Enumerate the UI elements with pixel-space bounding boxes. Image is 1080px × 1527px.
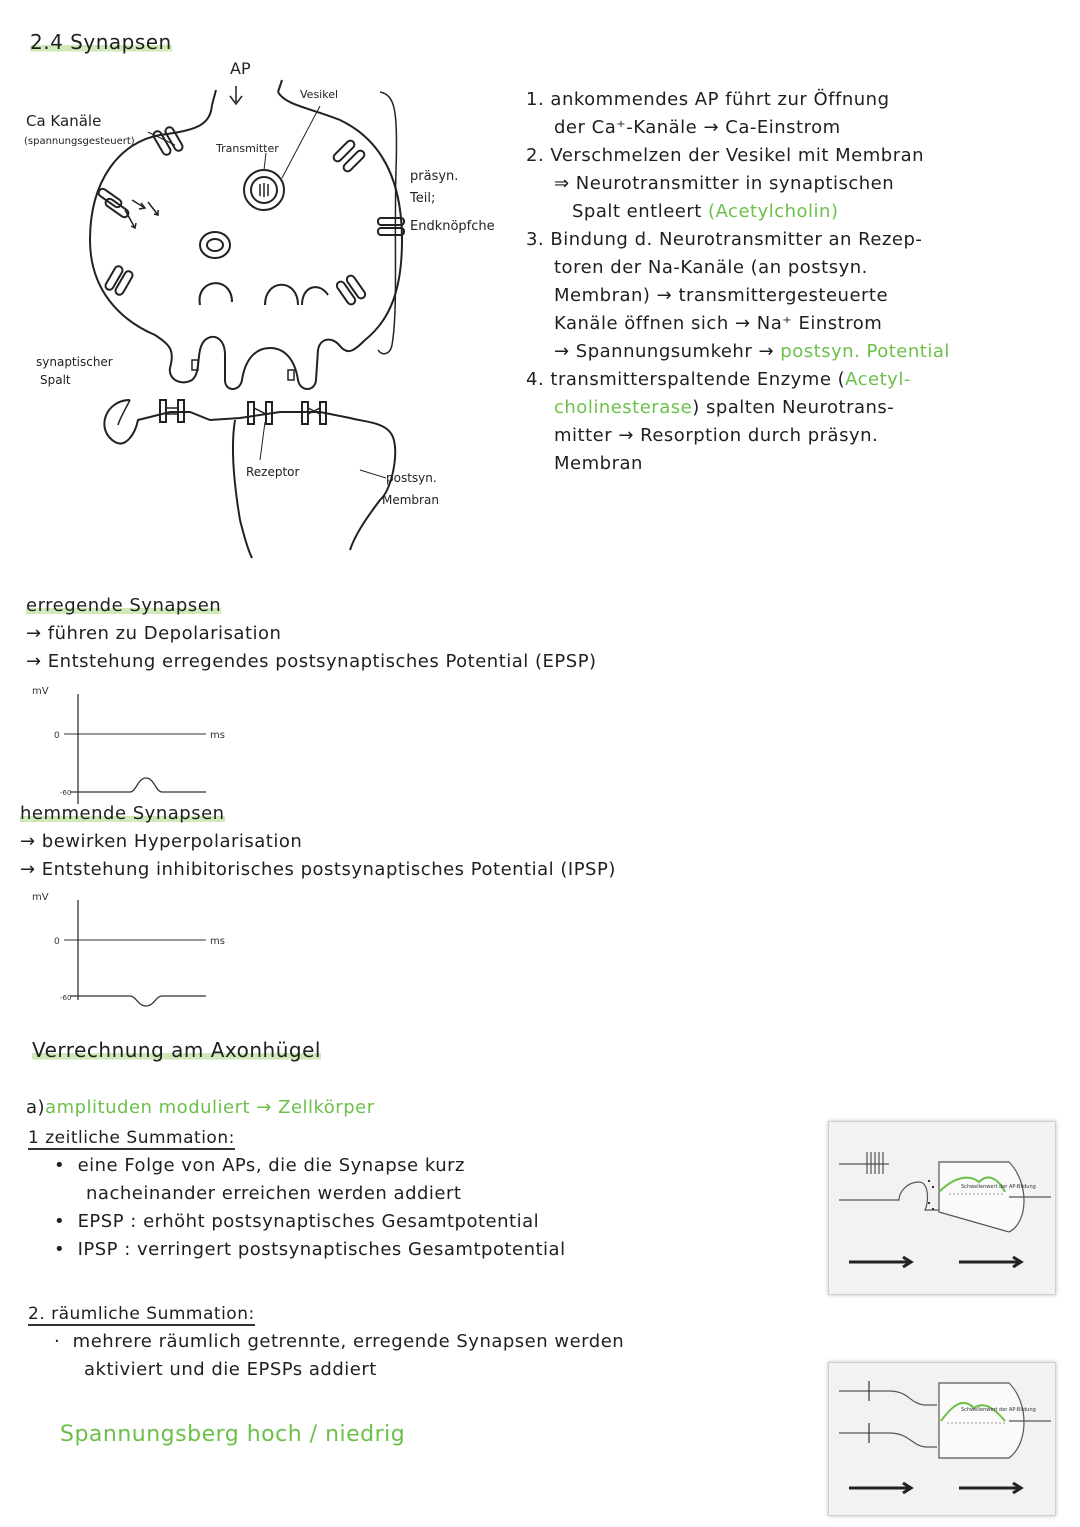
- label-postsyn-1: postsyn.: [386, 471, 437, 485]
- excitatory-section: [26, 592, 1066, 676]
- postsyn-potential-term: postsyn. Potential: [780, 341, 950, 362]
- step-line: Bindung d. Neurotransmitter an Rezep-: [550, 229, 923, 250]
- temporal-summation-heading: 1 zeitliche Summation:: [28, 1128, 235, 1148]
- item-label: a): [26, 1097, 46, 1118]
- bullet-text: mehrere räumlich getrennte, erregende Synapsen werden: [72, 1331, 625, 1352]
- vesicle-with-transmitter: [244, 170, 284, 210]
- ca-channel: [332, 139, 366, 173]
- temporal-summation-figure: [828, 1121, 1056, 1295]
- vesicle: [200, 232, 230, 258]
- label-praesyn-2: Teil;: [410, 191, 436, 206]
- bullet-text: IPSP : verringert postsynaptisches Gesamtpotential: [77, 1239, 566, 1260]
- bullet-text: aktiviert und die EPSPs addiert: [84, 1359, 377, 1380]
- inhibitory-line-1: → bewirken Hyperpolarisation: [20, 831, 303, 852]
- presynaptic-membrane: [90, 92, 402, 389]
- ipsp-curve: [70, 996, 206, 1006]
- photo-caption: Schwellenwert der AP-Bildung: [961, 1184, 1036, 1190]
- label-ca-channels: Ca Kanäle: [26, 112, 102, 130]
- section-number: 2.4: [30, 30, 64, 54]
- y-tick-rest: -60: [60, 789, 72, 797]
- step-line: Membran) → transmittergesteuerte: [554, 285, 889, 306]
- inhibitory-heading: hemmende Synapsen: [20, 803, 225, 824]
- step-line: mitter → Resorption durch präsyn.: [554, 425, 879, 446]
- arrow-icon: [849, 1483, 911, 1493]
- label-ca-subtitle: (spannungsgesteuert): [24, 136, 135, 147]
- epsp-curve: [70, 778, 206, 792]
- inhibitory-section: [20, 800, 1060, 884]
- pointer-line: [260, 422, 265, 460]
- step-number: 1.: [526, 89, 545, 110]
- y-axis-unit: mV: [32, 686, 49, 697]
- ca-channel: [152, 126, 184, 157]
- postsynaptic-membrane: [233, 420, 252, 558]
- bullet-item: • eine Folge von APs, die die Synapse kurz: [54, 1155, 465, 1176]
- vesicle-fusing: [200, 283, 328, 305]
- enzyme-term: Acetyl-: [845, 369, 911, 390]
- ap-arrow-icon: [230, 86, 242, 104]
- step-number: 3.: [526, 229, 545, 250]
- step-line: Kanäle öffnen sich → Na⁺ Einstrom: [554, 313, 883, 334]
- excitatory-line-1: → führen zu Depolarisation: [26, 623, 282, 644]
- ca-channel: [335, 274, 366, 306]
- verrechnung-heading: [32, 1036, 321, 1065]
- y-tick-rest: -60: [60, 994, 72, 1002]
- ca-inflow-arrows: [125, 200, 158, 228]
- label-ap: AP: [230, 59, 251, 78]
- temporal-summation: [28, 1124, 828, 1264]
- step-list: [526, 86, 1076, 478]
- step-line: transmitterspaltende Enzyme (: [550, 369, 846, 390]
- ca-channel: [97, 187, 130, 218]
- step-number: 2.: [526, 145, 545, 166]
- step-line: Spalt entleert: [572, 201, 709, 222]
- arrow-icon: [959, 1257, 1021, 1267]
- step-1: [526, 86, 1076, 142]
- arrow-text: →: [250, 1097, 279, 1118]
- step-number: 4.: [526, 369, 545, 390]
- step-line: der Ca⁺-Kanäle → Ca-Einstrom: [554, 117, 841, 138]
- zellkoerper-term: Zellkörper: [278, 1097, 375, 1118]
- ca-channel: [378, 218, 404, 235]
- step-line: → Spannungsumkehr →: [554, 341, 781, 362]
- axon-line-left: [212, 90, 216, 105]
- step-line: Membran: [554, 453, 643, 474]
- excitatory-line-2: → Entstehung erregendes postsynaptisches Potential (EPSP): [26, 651, 597, 672]
- step-line: ) spalten Neurotrans-: [692, 397, 895, 418]
- spatial-summation-heading: 2. räumliche Summation:: [28, 1304, 255, 1324]
- label-transmitter: Transmitter: [216, 142, 279, 155]
- arrow-icon: [849, 1257, 911, 1267]
- x-axis-unit: ms: [210, 936, 225, 947]
- step-line: ⇒ Neurotransmitter in synaptischen: [554, 173, 895, 194]
- pointer-line: [264, 153, 266, 170]
- step-line: Verschmelzen der Vesikel mit Membran: [550, 145, 925, 166]
- inhibitory-line-2: → Entstehung inhibitorisches postsynaptisches Potential (IPSP): [20, 859, 616, 880]
- label-spalt-2: Spalt: [40, 373, 71, 387]
- synapse-diagram: [20, 50, 540, 560]
- step-3: [526, 226, 1076, 366]
- label-praesyn-1: präsyn.: [410, 169, 459, 184]
- section-title: Synapsen: [70, 30, 172, 54]
- step-line: toren der Na-Kanäle (an postsyn.: [554, 257, 868, 278]
- enzyme-term: cholinesterase: [554, 397, 693, 418]
- step-line: ankommendes AP führt zur Öffnung: [550, 89, 890, 110]
- axon-line-right: [278, 80, 282, 92]
- epsp-graph: [30, 682, 250, 812]
- bullet-text: nacheinander erreichen werden addiert: [86, 1183, 462, 1204]
- bullet-text: eine Folge von APs, die die Synapse kurz: [77, 1155, 465, 1176]
- bullet-item: • IPSP : verringert postsynaptisches Gesamtpotential: [54, 1239, 566, 1260]
- bullet-item: • EPSP : erhöht postsynaptisches Gesamtpotential: [54, 1211, 540, 1232]
- excitatory-heading: erregende Synapsen: [26, 595, 222, 616]
- arrow-icon: [959, 1483, 1021, 1493]
- photo-caption: Schwellenwert der AP-Bildung: [961, 1407, 1036, 1413]
- label-postsyn-2: Membran: [382, 493, 439, 507]
- ipsp-graph: [30, 888, 250, 1018]
- y-axis-unit: mV: [32, 892, 49, 903]
- step-4: [526, 366, 1076, 478]
- pointer-line: [282, 106, 320, 178]
- spatial-summation-figure: [828, 1362, 1056, 1516]
- y-tick-0: 0: [54, 937, 60, 947]
- x-axis-unit: ms: [210, 730, 225, 741]
- spannungsberg-note: Spannungsberg hoch / niedrig: [60, 1422, 406, 1447]
- spatial-summation: [28, 1300, 858, 1384]
- pointer-line: [360, 470, 386, 478]
- label-rezeptor: Rezeptor: [246, 465, 300, 479]
- ca-channel: [104, 265, 134, 297]
- transmitter-molecule: [288, 370, 294, 380]
- label-vesikel: Vesikel: [300, 88, 339, 101]
- step-2: [526, 142, 1076, 226]
- amplitude-term: amplituden moduliert: [45, 1097, 251, 1118]
- label-spalt-1: synaptischer: [36, 355, 113, 369]
- amplitude-line: [26, 1094, 826, 1122]
- label-praesyn-3: Endknöpfche: [410, 219, 495, 234]
- bullet-item: · mehrere räumlich getrennte, erregende Synapsen werden: [54, 1331, 625, 1352]
- y-tick-0: 0: [54, 731, 60, 741]
- acetylcholin-term: (Acetylcholin): [708, 201, 839, 222]
- verrechnung-heading-text: Verrechnung am Axonhügel: [32, 1038, 321, 1062]
- bullet-text: EPSP : erhöht postsynaptisches Gesamtpotential: [77, 1211, 540, 1232]
